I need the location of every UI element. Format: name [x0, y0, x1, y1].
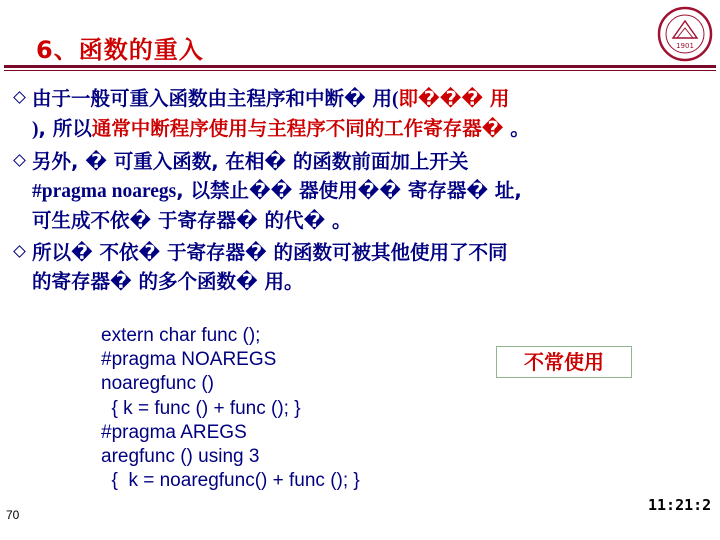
- bullet-text: (: [392, 89, 399, 110]
- highlight-text: 通常中断程序使用与主程序不同的工作寄存器�: [91, 117, 504, 140]
- code-line: noaregfunc (): [101, 373, 215, 395]
- code-line: #pragma AREGS: [101, 421, 247, 443]
- bullet-item: [14, 238, 714, 296]
- highlight-text: 即��� 用: [398, 87, 510, 110]
- bullet-text: 另外, � 可重入函数, 在相� 的函数前面加上开关: [32, 150, 469, 173]
- diamond-bullet-icon: [13, 91, 26, 104]
- bullet-list: [14, 84, 714, 299]
- bullet-text: , 以禁止�� 器使用�� 寄存器� 址,: [176, 179, 522, 202]
- bullet-line: [32, 147, 714, 176]
- code-block: [101, 324, 360, 493]
- slide-time: 11:21:2: [648, 496, 712, 514]
- title-rule-thick: [4, 65, 716, 68]
- code-line: #pragma NOAREGS: [101, 349, 277, 371]
- bullet-text: ): [32, 119, 39, 140]
- bullet-line: [32, 238, 714, 267]
- bullet-item: [14, 147, 714, 235]
- university-seal-icon: [657, 6, 713, 62]
- callout-box: 不常使用: [496, 346, 632, 378]
- bullet-line: [32, 114, 714, 144]
- diamond-bullet-icon: [13, 245, 26, 258]
- bullet-text: 的寄存器� 的多个函数� 用。: [32, 270, 304, 293]
- page-number: 70: [6, 508, 20, 522]
- code-line: aregfunc () using 3: [101, 446, 260, 468]
- bullet-text: 可生成不依� 于寄存器� 的代� 。: [32, 209, 352, 232]
- diamond-bullet-icon: [13, 154, 26, 167]
- code-line: { k = noaregfunc() + func (); }: [101, 470, 360, 492]
- bullet-text: 。: [503, 117, 530, 140]
- bullet-text: #pragma noaregs: [32, 181, 177, 202]
- bullet-line: [32, 206, 714, 235]
- bullet-item: [14, 84, 714, 144]
- bullet-text: , 所以: [38, 117, 92, 140]
- code-line: { k = func () + func (); }: [101, 397, 301, 419]
- bullet-text: 所以� 不依� 于寄存器� 的函数可被其他使用了不同: [32, 241, 508, 264]
- bullet-line: [32, 267, 714, 296]
- bullet-line: [32, 84, 714, 114]
- code-line: extern char func ();: [101, 325, 261, 346]
- seal-year: 1901: [676, 42, 694, 50]
- bullet-text: 由于一般可重入函数由主程序和中断� 用: [32, 87, 392, 110]
- slide-title: 6、函数的重入: [36, 36, 204, 64]
- title-rule-thin: [4, 70, 716, 71]
- bullet-line: [32, 176, 714, 206]
